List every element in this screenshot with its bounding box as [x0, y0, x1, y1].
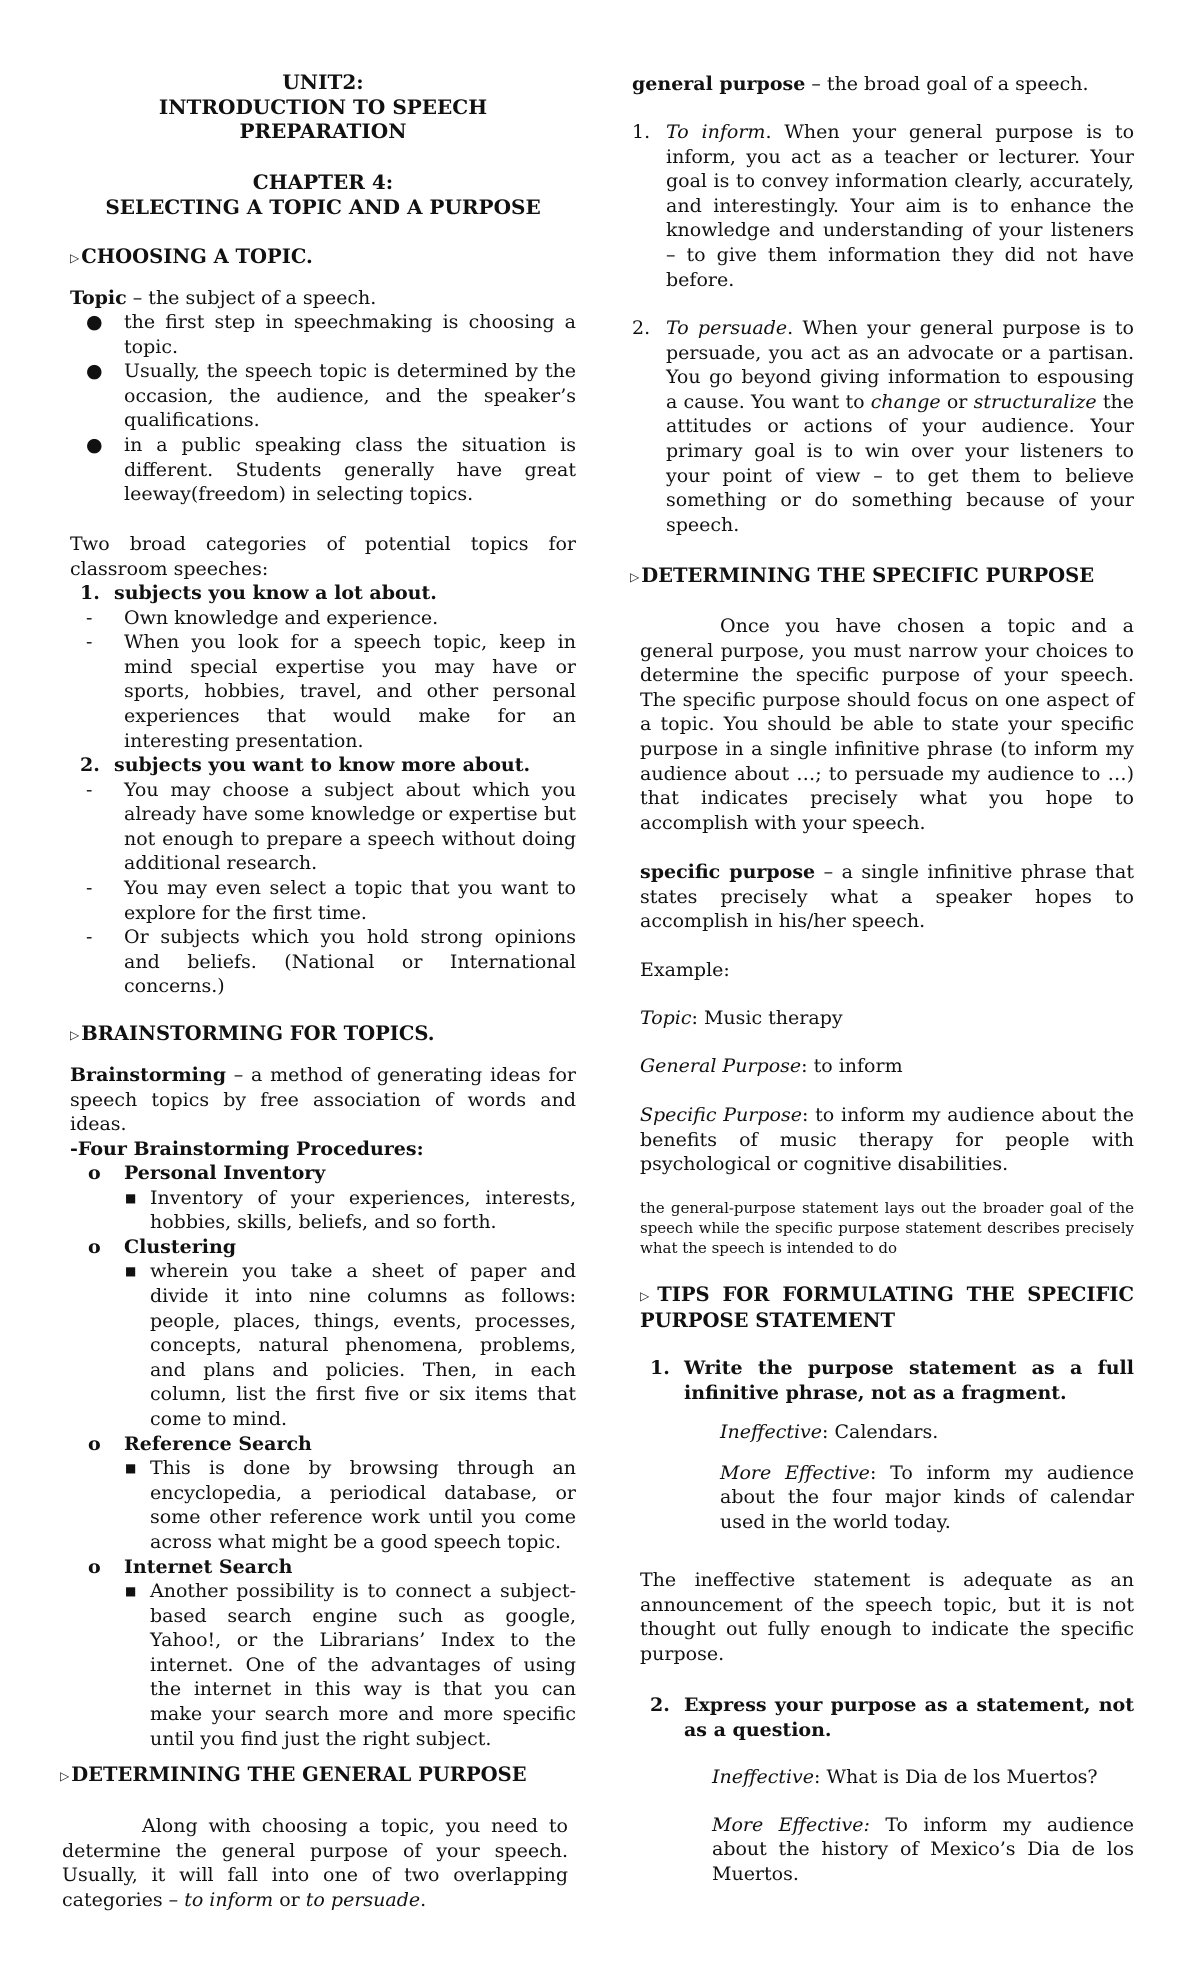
unit-subtitle-1: INTRODUCTION TO SPEECH	[158, 94, 488, 119]
list-item	[70, 606, 576, 631]
list-item	[70, 925, 576, 999]
square-bullet-icon: ■	[125, 1461, 137, 1476]
ineffective-value: : Calendars.	[822, 1421, 939, 1444]
category-2-title	[70, 753, 576, 778]
category-number: 2.	[80, 754, 100, 776]
tip-number: 2.	[650, 1694, 670, 1716]
triangle-right-icon: ▷	[70, 1028, 80, 1042]
general-para-or: or	[273, 1888, 306, 1911]
chapter-subtitle: SELECTING A TOPIC AND A PURPOSE	[105, 194, 541, 219]
example-specific-value: : to inform my audience about the benefits of music therapy for people with psychological or cognitive disabilities.	[640, 1104, 1134, 1176]
general-para-inform: to inform	[184, 1888, 274, 1911]
example-label: Example:	[640, 959, 730, 981]
general-para-end: .	[420, 1888, 427, 1911]
tip-1-paragraph: The ineffective statement is adequate as an announcement of the speech topic, but it is not thought out fully enough to indicate the specific purpose.	[640, 1569, 1134, 1665]
procedures-title: -Four Brainstorming Procedures:	[70, 1138, 424, 1160]
procedure-title	[70, 1555, 576, 1580]
procedure-title	[70, 1432, 576, 1457]
effective-label: More Effective	[720, 1461, 870, 1484]
tip-2	[640, 1693, 1134, 1887]
bullet-text: in a public speaking class the situation is different. Students generally have great leeway(freedom) in selecting topics.	[124, 433, 576, 506]
brainstorm-term: Brainstorming	[70, 1064, 226, 1086]
category-1-title	[70, 581, 576, 606]
ineffective-label: Ineffective	[720, 1421, 823, 1444]
list-item	[70, 359, 576, 433]
disc-bullet-icon: ●	[86, 311, 103, 333]
procedure-item	[70, 1235, 576, 1432]
procedure-text: This is done by browsing through an encyclopedia, a periodical database, or some other reference work until you come across what might be a good speech topic.	[150, 1457, 576, 1553]
procedure-item	[70, 1432, 576, 1555]
procedure-desc	[70, 1579, 576, 1751]
disc-bullet-icon: ●	[86, 360, 103, 383]
example-specific	[640, 1103, 1134, 1177]
gp-term: general purpose	[632, 73, 806, 95]
topic-term: Topic	[70, 287, 127, 309]
purpose-inform	[632, 120, 1134, 292]
procedure-desc	[70, 1456, 576, 1554]
tip-1	[640, 1356, 1134, 1535]
tip-1-ineffective	[640, 1420, 1134, 1445]
square-bullet-icon: ■	[125, 1264, 137, 1279]
ineffective-label: Ineffective	[712, 1766, 815, 1789]
brainstorm-heading	[70, 1022, 576, 1048]
procedure-desc	[70, 1259, 576, 1431]
tip-1-title	[640, 1356, 1134, 1405]
triangle-right-icon: ▷	[630, 570, 640, 584]
bullet-text: Usually, the speech topic is determined by the occasion, the audience, and the speaker’s qualifications.	[124, 360, 576, 432]
general-heading-text: DETERMINING THE GENERAL PURPOSE	[71, 1763, 527, 1786]
square-bullet-icon: ■	[125, 1584, 137, 1599]
bullet-text: the first step in speechmaking is choosing a topic.	[124, 311, 576, 358]
triangle-right-icon: ▷	[60, 1769, 70, 1783]
square-bullet-icon: ■	[125, 1190, 137, 1205]
p2-text-b: the attitudes or actions of your audience. Your primary goal is to win over your listeners to your point of view – to get them to believe something or do something because of your speech.	[666, 390, 1134, 536]
topic-def: – the subject of a speech.	[126, 287, 377, 309]
dash-bullet-icon: -	[86, 778, 93, 801]
procedure-name: Personal Inventory	[124, 1162, 326, 1184]
specific-purpose-paragraph: Once you have chosen a topic and a general purpose, you must narrow your choices to determine the specific purpose of your speech. The specific purpose should focus on one aspect of a topic. You should be able to state your specific purpose in a single infinitive phrase (to inform my audience about …; to persuade my audience to …) that indicates precisely what you hope to accomplish with your speech.	[640, 615, 1134, 834]
procedure-name: Clustering	[124, 1235, 237, 1258]
procedure-item	[70, 1555, 576, 1752]
specific-purpose-heading	[630, 564, 1134, 590]
tip-2-ineffective	[640, 1765, 1134, 1790]
list-item	[632, 316, 1134, 537]
effective-value: To inform my audience about the history of Mexico’s Dia de los Muertos.	[712, 1813, 1134, 1885]
item-text: Or subjects which you hold strong opinions and beliefs. (National or International concerns.)	[124, 926, 576, 998]
p1-lead: To inform	[666, 121, 766, 143]
categories-intro: Two broad categories of potential topics for classroom speeches:	[70, 533, 576, 580]
list-item	[70, 630, 576, 753]
purpose-note: the general-purpose statement lays out the broader goal of the speech while the specific purpose statement describes precisely what the speech is intended to do	[640, 1199, 1134, 1257]
category-1	[70, 581, 576, 753]
procedure-text: wherein you take a sheet of paper and divide it into nine columns as follows: people, places, things, events, processes, concepts, natural phenomena, problems, and plans and policies. Then, in each column, list the first five or six items that come to mind.	[150, 1260, 576, 1430]
p1-text: . When your general purpose is to inform, you act as a teacher or lecturer. Your goal is to convey information clearly, accurately, and interestingly. Your aim is to enhance the knowledge and understanding of your listeners – to give them information they did not have before.	[666, 121, 1135, 291]
example-topic-label: Topic	[640, 1007, 692, 1029]
item-text: Own knowledge and experience.	[124, 606, 439, 629]
brainstorm-heading-text: BRAINSTORMING FOR TOPICS.	[81, 1022, 435, 1045]
list-number: 2.	[632, 317, 651, 339]
purpose-persuade	[632, 316, 1134, 537]
tips-heading-text: TIPS FOR FORMULATING THE SPECIFIC PURPOSE STATEMENT	[640, 1283, 1134, 1332]
unit-title: UNIT2:	[282, 70, 364, 94]
brainstorm-definition	[70, 1063, 576, 1137]
example-specific-label: Specific Purpose	[640, 1104, 802, 1126]
brainstorm-def: – a method of generating ideas for speech topics by free association of words and ideas.	[70, 1064, 576, 1136]
general-para-persuade: to persuade	[305, 1888, 421, 1911]
choosing-heading-text: CHOOSING A TOPIC.	[81, 245, 313, 268]
tips-heading	[640, 1283, 1134, 1333]
procedure-text: Inventory of your experiences, interests, hobbies, skills, beliefs, and so forth.	[150, 1186, 576, 1234]
circle-bullet-icon: o	[88, 1235, 101, 1258]
procedure-title	[70, 1235, 576, 1260]
list-item	[70, 876, 576, 925]
unit-subtitle-2: PREPARATION	[239, 119, 407, 144]
example-general-value: : to inform	[801, 1055, 903, 1077]
effective-value: : To inform my audience about the four major kinds of calendar used in the world today.	[720, 1461, 1134, 1533]
circle-bullet-icon: o	[88, 1162, 101, 1184]
general-para-text: Along with choosing a topic, you need to determine the general purpose of your speech. Usually, it will fall into one of two overlapping categories –	[62, 1815, 568, 1911]
dash-bullet-icon: -	[86, 631, 93, 654]
triangle-right-icon: ▷	[70, 251, 80, 265]
dash-bullet-icon: -	[86, 926, 93, 949]
chapter-title: CHAPTER 4:	[252, 170, 394, 194]
tip-1-effective	[640, 1461, 1134, 1535]
ineffective-value: : What is Dia de los Muertos?	[814, 1766, 1098, 1789]
list-item	[70, 310, 576, 359]
procedure-item	[70, 1161, 576, 1235]
effective-label: More Effective:	[712, 1813, 870, 1836]
example-general-label: General Purpose	[640, 1055, 802, 1077]
list-item	[70, 433, 576, 507]
sp-def: – a single infinitive phrase that states precisely what a speaker hopes to accomplish in his/her speech.	[640, 861, 1134, 933]
procedure-name: Internet Search	[124, 1555, 293, 1578]
tip-title-text: Write the purpose statement as a full infinitive phrase, not as a fragment.	[684, 1357, 1134, 1404]
tip-number: 1.	[650, 1357, 670, 1379]
list-item	[70, 778, 576, 876]
choosing-heading	[70, 245, 576, 271]
p2-text-a: . When your general purpose is to persuade, you act as an advocate or a partisan. You go beyond giving information to espousing a cause. You want to	[666, 317, 1134, 413]
list-number: 1.	[632, 121, 651, 143]
triangle-right-icon: ▷	[640, 1289, 656, 1303]
specific-purpose-definition	[640, 860, 1134, 934]
category-title-text: subjects you know a lot about.	[114, 582, 437, 604]
topic-definition	[70, 286, 576, 311]
general-purpose-heading	[60, 1763, 576, 1789]
category-title-text: subjects you want to know more about.	[114, 754, 531, 776]
item-text: You may even select a topic that you want to explore for the first time.	[124, 876, 576, 924]
category-number: 1.	[80, 582, 100, 604]
list-item	[632, 120, 1134, 292]
sp-term: specific purpose	[640, 861, 816, 883]
procedure-title	[70, 1161, 576, 1186]
category-2	[70, 753, 576, 999]
general-purpose-paragraph	[62, 1814, 568, 1912]
dash-bullet-icon: -	[86, 876, 93, 899]
procedure-desc	[70, 1186, 576, 1235]
item-text: When you look for a speech topic, keep in mind special expertise you may have or sports, hobbies, travel, and other personal experiences that would make for an interesting presentation.	[124, 631, 576, 752]
circle-bullet-icon: o	[88, 1432, 101, 1455]
disc-bullet-icon: ●	[86, 433, 103, 456]
tip-2-title	[640, 1693, 1134, 1742]
tip-title-text: Express your purpose as a statement, not as a question.	[684, 1694, 1134, 1741]
general-purpose-definition	[632, 72, 1134, 97]
dash-bullet-icon: -	[86, 606, 93, 629]
item-text: You may choose a subject about which you already have some knowledge or expertise but not enough to prepare a speech without doing additional research.	[124, 778, 576, 875]
specific-heading-text: DETERMINING THE SPECIFIC PURPOSE	[641, 564, 1095, 587]
p2-structuralize: structuralize	[973, 390, 1097, 413]
p2-change: change	[870, 390, 941, 413]
tip-2-effective	[640, 1813, 1134, 1887]
topic-bullets	[70, 310, 576, 507]
example-topic	[640, 1006, 1134, 1031]
p2-lead: To persuade	[666, 317, 788, 339]
procedure-name: Reference Search	[124, 1432, 312, 1455]
unit-title-block	[70, 70, 576, 144]
procedure-text: Another possibility is to connect a subject-based search engine such as google, Yahoo!, or the Librarians’ Index to the internet. One of the advantages of using the internet in this way is that you can make your search more and more specific until you find just the right subject.	[150, 1580, 576, 1750]
procedures-list	[70, 1161, 576, 1751]
example-topic-value: : Music therapy	[691, 1007, 843, 1029]
circle-bullet-icon: o	[88, 1555, 101, 1578]
example-general	[640, 1054, 1134, 1079]
gp-def: – the broad goal of a speech.	[805, 73, 1089, 95]
p2-or: or	[940, 390, 974, 413]
chapter-title-block	[70, 170, 576, 219]
